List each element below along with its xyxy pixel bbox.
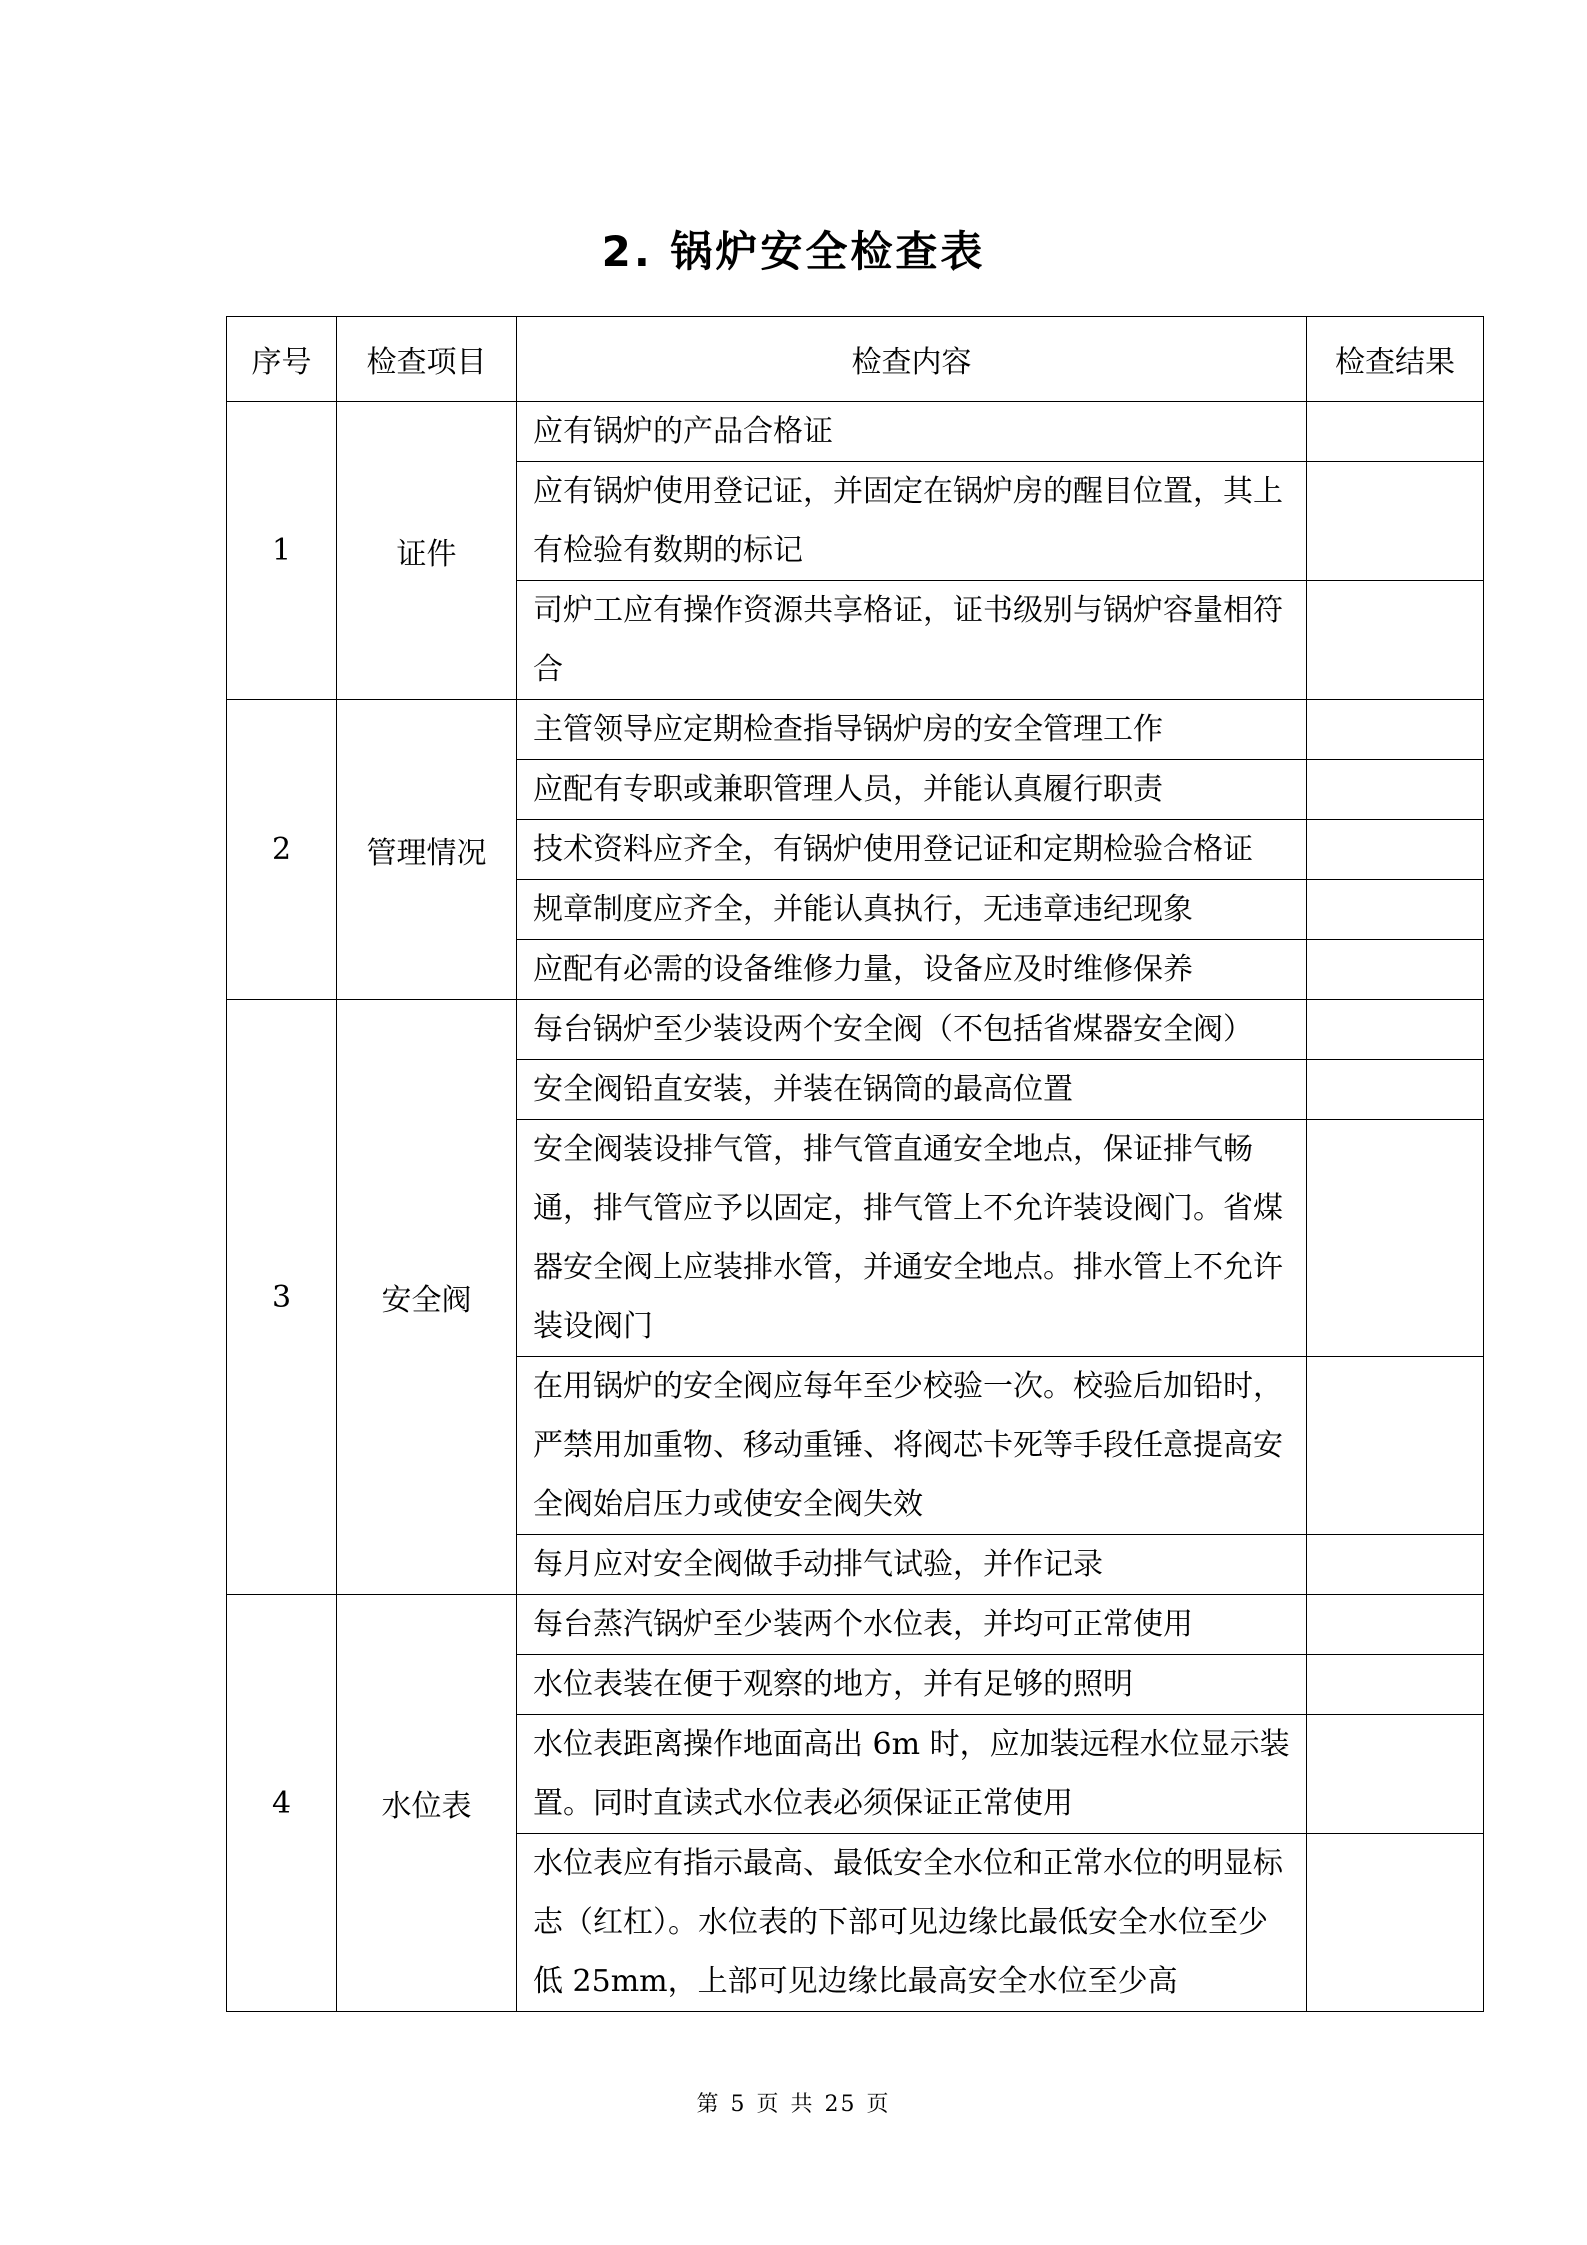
check-result-cell[interactable] — [1307, 940, 1484, 1000]
check-result-cell[interactable] — [1307, 402, 1484, 462]
inspection-table — [226, 316, 1484, 2012]
check-content: 应配有专职或兼职管理人员，并能认真履行职责 — [517, 760, 1307, 820]
check-content: 规章制度应齐全，并能认真执行，无违章违纪现象 — [517, 880, 1307, 940]
header-result: 检查结果 — [1307, 317, 1484, 402]
check-result-cell[interactable] — [1307, 1000, 1484, 1060]
footer-page-label: 第 — [696, 2092, 721, 2117]
group-seq: 3 — [227, 1000, 337, 1595]
check-content: 技术资料应齐全，有锅炉使用登记证和定期检验合格证 — [517, 820, 1307, 880]
check-result-cell[interactable] — [1307, 1595, 1484, 1655]
check-result-cell[interactable] — [1307, 1715, 1484, 1834]
page-footer — [0, 2090, 1587, 2120]
group-seq: 2 — [227, 700, 337, 1000]
check-result-cell[interactable] — [1307, 880, 1484, 940]
header-seq: 序号 — [227, 317, 337, 402]
check-content: 每台锅炉至少装设两个安全阀（不包括省煤器安全阀） — [517, 1000, 1307, 1060]
check-content: 主管领导应定期检查指导锅炉房的安全管理工作 — [517, 700, 1307, 760]
check-result-cell[interactable] — [1307, 581, 1484, 700]
check-content: 安全阀装设排气管，排气管直通安全地点，保证排气畅通，排气管应予以固定，排气管上不允许装设阀门。省煤器安全阀上应装排水管，并通安全地点。排水管上不允许装设阀门 — [517, 1120, 1307, 1357]
check-result-cell[interactable] — [1307, 760, 1484, 820]
check-result-cell[interactable] — [1307, 462, 1484, 581]
check-content: 应有锅炉使用登记证，并固定在锅炉房的醒目位置，其上有检验有数期的标记 — [517, 462, 1307, 581]
page-title: 2. 锅炉安全检查表 — [601, 227, 986, 276]
table-header-row — [227, 317, 1484, 402]
table-row — [227, 1000, 1484, 1060]
check-result-cell[interactable] — [1307, 700, 1484, 760]
group-seq: 1 — [227, 402, 337, 700]
footer-total-label: 共 — [790, 2092, 815, 2117]
check-content: 水位表距离操作地面高出 6m 时，应加装远程水位显示装置。同时直读式水位表必须保证正常使用 — [517, 1715, 1307, 1834]
footer-current-page: 5 — [730, 2092, 747, 2117]
group-seq: 4 — [227, 1595, 337, 2012]
check-content: 应有锅炉的产品合格证 — [517, 402, 1307, 462]
group-item: 安全阀 — [337, 1000, 517, 1595]
check-result-cell[interactable] — [1307, 1535, 1484, 1595]
check-content: 在用锅炉的安全阀应每年至少校验一次。校验后加铅时，严禁用加重物、移动重锤、将阀芯卡死等手段任意提高安全阀始启压力或使安全阀失效 — [517, 1357, 1307, 1535]
group-item: 管理情况 — [337, 700, 517, 1000]
footer-total-unit: 页 — [866, 2092, 891, 2117]
check-content: 司炉工应有操作资源共享格证，证书级别与锅炉容量相符合 — [517, 581, 1307, 700]
check-result-cell[interactable] — [1307, 1655, 1484, 1715]
check-content: 应配有必需的设备维修力量，设备应及时维修保养 — [517, 940, 1307, 1000]
check-content: 每月应对安全阀做手动排气试验，并作记录 — [517, 1535, 1307, 1595]
footer-page-unit: 页 — [756, 2092, 781, 2117]
check-result-cell[interactable] — [1307, 1060, 1484, 1120]
group-item: 水位表 — [337, 1595, 517, 2012]
table-row — [227, 1595, 1484, 1655]
check-content: 水位表应有指示最高、最低安全水位和正常水位的明显标志（红杠）。水位表的下部可见边缘比最低安全水位至少低 25mm，上部可见边缘比最高安全水位至少高 — [517, 1834, 1307, 2012]
group-item: 证件 — [337, 402, 517, 700]
check-content: 安全阀铅直安装，并装在锅筒的最高位置 — [517, 1060, 1307, 1120]
check-result-cell[interactable] — [1307, 820, 1484, 880]
table-row — [227, 700, 1484, 760]
check-content: 每台蒸汽锅炉至少装两个水位表，并均可正常使用 — [517, 1595, 1307, 1655]
check-content: 水位表装在便于观察的地方，并有足够的照明 — [517, 1655, 1307, 1715]
check-result-cell[interactable] — [1307, 1357, 1484, 1535]
table-row — [227, 402, 1484, 462]
footer-total-pages: 25 — [824, 2092, 857, 2117]
check-result-cell[interactable] — [1307, 1834, 1484, 2012]
check-result-cell[interactable] — [1307, 1120, 1484, 1357]
header-content: 检查内容 — [517, 317, 1307, 402]
header-item: 检查项目 — [337, 317, 517, 402]
